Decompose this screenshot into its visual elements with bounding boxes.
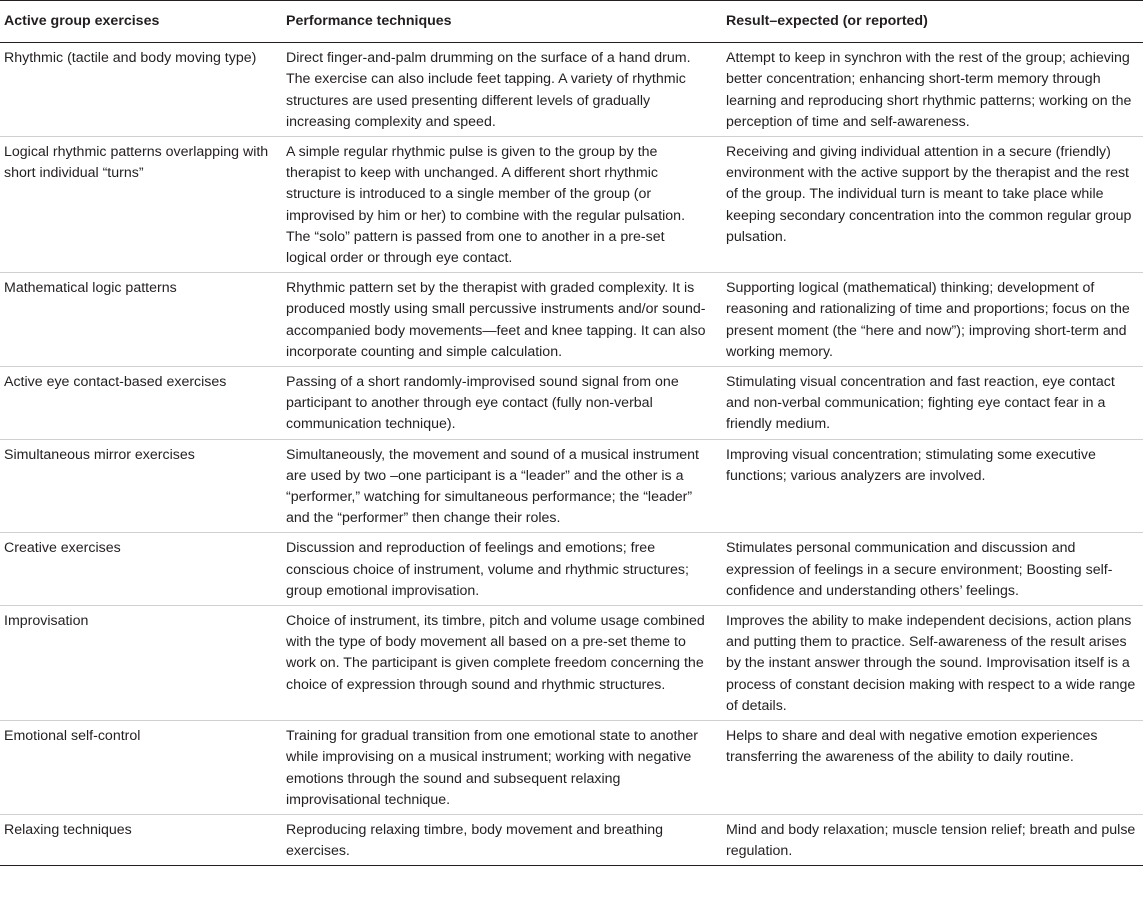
exercise-cell: Mathematical logic patterns — [0, 273, 280, 367]
table-row — [0, 439, 1143, 533]
result-cell: Improving visual concentration; stimulating some executive functions; various analyzers are involved. — [720, 439, 1143, 533]
exercise-cell: Active eye contact-based exercises — [0, 367, 280, 440]
table-row — [0, 273, 1143, 367]
exercise-cell: Rhythmic (tactile and body moving type) — [0, 43, 280, 137]
table-row — [0, 721, 1143, 815]
exercise-cell: Creative exercises — [0, 533, 280, 606]
table-row — [0, 137, 1143, 273]
column-header-results: Result–expected (or reported) — [720, 1, 1143, 43]
result-cell: Receiving and giving individual attention in a secure (friendly) environment with the active support by the therapist and the rest of the group. The individual turn is meant to take place while keeping secondary concentration into the common regular group pulsation. — [720, 137, 1143, 273]
table-row — [0, 533, 1143, 606]
table-row — [0, 606, 1143, 721]
technique-cell: Passing of a short randomly-improvised sound signal from one participant to another through eye contact (fully non-verbal communication technique). — [280, 367, 720, 440]
result-cell: Attempt to keep in synchron with the rest of the group; achieving better concentration; enhancing short-term memory through learning and reproducing short rhythmic patterns; working on the perception of time and self-awareness. — [720, 43, 1143, 137]
table-row — [0, 43, 1143, 137]
exercise-cell: Logical rhythmic patterns overlapping with short individual “turns” — [0, 137, 280, 273]
technique-cell: Training for gradual transition from one emotional state to another while improvising on a musical instrument; working with negative emotions through the sound and subsequent relaxing improvisational technique. — [280, 721, 720, 815]
technique-cell: Simultaneously, the movement and sound of a musical instrument are used by two –one participant is a “leader” and the other is a “performer,” watching for simultaneous performance; the “leader” and the “performer” then change their roles. — [280, 439, 720, 533]
table-row — [0, 367, 1143, 440]
technique-cell: A simple regular rhythmic pulse is given to the group by the therapist to keep with unchanged. A different short rhythmic structure is introduced to a single member of the group (or improvised by him or her) to combine with the regular pulsation. The “solo” pattern is passed from one to another in a pre-set logical order or through eye contact. — [280, 137, 720, 273]
column-header-techniques: Performance techniques — [280, 1, 720, 43]
technique-cell: Choice of instrument, its timbre, pitch and volume usage combined with the type of body movement all based on a pre-set theme to work on. The participant is given complete freedom concerning the choice of expression through sound and rhythmic structures. — [280, 606, 720, 721]
result-cell: Stimulating visual concentration and fast reaction, eye contact and non-verbal communication; fighting eye contact fear in a friendly medium. — [720, 367, 1143, 440]
exercise-cell: Improvisation — [0, 606, 280, 721]
table-row — [0, 814, 1143, 865]
exercise-cell: Simultaneous mirror exercises — [0, 439, 280, 533]
exercise-cell: Emotional self-control — [0, 721, 280, 815]
technique-cell: Direct finger-and-palm drumming on the surface of a hand drum. The exercise can also include feet tapping. A variety of rhythmic structures are used presenting different levels of gradually increasing complexity and speed. — [280, 43, 720, 137]
exercise-cell: Relaxing techniques — [0, 814, 280, 865]
result-cell: Stimulates personal communication and discussion and expression of feelings in a secure environment; Boosting self-confidence and understanding others’ feelings. — [720, 533, 1143, 606]
technique-cell: Reproducing relaxing timbre, body movement and breathing exercises. — [280, 814, 720, 865]
result-cell: Mind and body relaxation; muscle tension relief; breath and pulse regulation. — [720, 814, 1143, 865]
technique-cell: Rhythmic pattern set by the therapist with graded complexity. It is produced mostly using small percussive instruments and/or sound-accompanied body movements—feet and knee tapping. It can also incorporate counting and simple calculation. — [280, 273, 720, 367]
table-header-row — [0, 1, 1143, 43]
result-cell: Improves the ability to make independent decisions, action plans and putting them to practice. Self-awareness of the result arises by the instant answer through the sound. Improvisation itself is a process of constant decision making with respect to a wide range of details. — [720, 606, 1143, 721]
technique-cell: Discussion and reproduction of feelings and emotions; free conscious choice of instrument, volume and rhythmic structures; group emotional improvisation. — [280, 533, 720, 606]
result-cell: Supporting logical (mathematical) thinking; development of reasoning and rationalizing of time and proportions; focus on the present moment (the “here and now”); improving short-term and working memory. — [720, 273, 1143, 367]
column-header-exercises: Active group exercises — [0, 1, 280, 43]
result-cell: Helps to share and deal with negative emotion experiences transferring the awareness of the ability to daily routine. — [720, 721, 1143, 815]
